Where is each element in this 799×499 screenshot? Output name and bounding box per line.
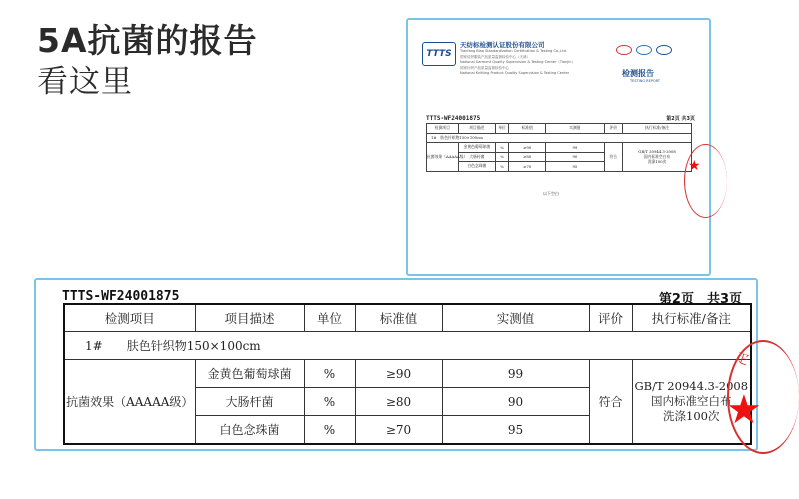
- stamp-star-icon: ★: [726, 387, 762, 433]
- table-cell: 金黄色葡萄球菌: [195, 360, 304, 388]
- thumb-cell: %: [495, 162, 508, 172]
- thumb-std-line: 国内标准空白布: [643, 154, 671, 160]
- headline-line1: 5A抗菌的报告: [37, 21, 258, 60]
- table-cell: ≥70: [355, 416, 442, 445]
- detail-results-table: [63, 303, 752, 445]
- thumb-sample-row: [427, 133, 692, 143]
- item-cell: 抗菌效果（AAAAA级）: [64, 360, 195, 445]
- thumb-cell: 白色念珠菌: [458, 162, 495, 172]
- table-cell: 白色念珠菌: [195, 416, 304, 445]
- standard-line: 洗涤100次: [663, 409, 720, 423]
- thumb-cell: 99: [546, 143, 604, 153]
- thumb-results-table: [426, 123, 692, 172]
- thumb-cell: 95: [546, 162, 604, 172]
- report-thumbnail[interactable]: [406, 18, 711, 276]
- table-cell: ≥90: [355, 360, 442, 388]
- detail-report-no: TTTS-WF24001875: [62, 289, 180, 304]
- thumb-eval-cell: 符合: [604, 143, 623, 172]
- thumb-header-cell: 执行标准/备注: [623, 124, 692, 134]
- thumb-sample-desc: 肤色针织物150×100cm: [440, 134, 483, 140]
- thumb-std-line: GB/T 20944.3-2008: [638, 149, 676, 155]
- header-cell: 检测项目: [64, 304, 195, 332]
- thumb-std-line: 洗涤100次: [647, 159, 667, 165]
- table-cell: %: [304, 416, 355, 445]
- thumb-cell: ≥70: [509, 162, 546, 172]
- thumb-cell: 90: [546, 152, 604, 162]
- table-cell: 95: [442, 416, 589, 445]
- company-line: National Knitting Product Quality Supervision & Testing Center: [460, 71, 570, 75]
- thumb-header-cell: 项目描述: [458, 124, 495, 134]
- thumb-header-cell: 评价: [604, 124, 623, 134]
- table-cell: 大肠杆菌: [195, 388, 304, 416]
- headline-line2: 看这里: [37, 64, 133, 100]
- header-cell: 评价: [589, 304, 632, 332]
- report-title: 检测报告: [622, 69, 654, 78]
- sample-desc: 肤色针织物150×100cm: [126, 339, 261, 353]
- cnas-mark-icon: [636, 45, 652, 55]
- company-name: 天纺标检测认证股份有限公司: [460, 41, 545, 49]
- thumb-cell: 金黄色葡萄球菌: [458, 143, 495, 153]
- cma-mark-icon: [616, 45, 632, 55]
- header-cell: 单位: [304, 304, 355, 332]
- table-cell: %: [304, 388, 355, 416]
- standard-line: GB/T 20944.3-2008: [634, 379, 749, 393]
- detail-page-info: 第2页 共3页: [658, 292, 742, 307]
- evaluation-cell: 符合: [589, 360, 632, 445]
- header-cell: 执行标准/备注: [632, 304, 751, 332]
- stamp-text: 疋: [733, 350, 751, 369]
- table-cell: %: [304, 360, 355, 388]
- sample-no: 1#: [85, 339, 103, 353]
- thumb-header-cell: 实测值: [546, 124, 604, 134]
- ttts-logo-icon: TTTS: [422, 42, 456, 66]
- standard-line: 国内标准空白布: [651, 394, 732, 408]
- company-line: 国家纺织服装产品质量监督检验中心（天津）: [460, 55, 530, 59]
- report-detail-zoom[interactable]: [34, 278, 762, 451]
- thumb-cell: %: [495, 152, 508, 162]
- table-cell: 99: [442, 360, 589, 388]
- headline: [37, 22, 258, 101]
- thumb-sample-no: 1#: [431, 134, 437, 140]
- thumb-cell: ≥90: [509, 143, 546, 153]
- thumb-report-no: TTTS-WF24001875: [426, 115, 481, 122]
- thumb-item-cell: 抗菌效果（AAAAA级）: [427, 143, 459, 172]
- table-cell: 90: [442, 388, 589, 416]
- header-cell: 实测值: [442, 304, 589, 332]
- company-line: National Garment Quality Supervision & Testing Center（Tianjin）: [460, 60, 575, 64]
- report-title-en: TESTING REPORT: [630, 79, 661, 83]
- thumb-header-cell: 单位: [495, 124, 508, 134]
- company-line: 国家针织产品质量监督检验中心: [460, 66, 509, 70]
- table-cell: ≥80: [355, 388, 442, 416]
- ilac-mark-icon: [656, 45, 672, 55]
- thumb-std-cell: [623, 143, 692, 172]
- sample-row: [64, 332, 751, 360]
- thumb-cell: ≥80: [509, 152, 546, 162]
- thumb-cell: %: [495, 143, 508, 153]
- stamp-icon: [684, 144, 727, 218]
- certification-marks: [616, 45, 672, 55]
- header-cell: 标准值: [355, 304, 442, 332]
- company-line: Tianfang Biao Standardization Certification & Testing Co.,Ltd.: [460, 49, 567, 53]
- thumb-header-cell: 标准值: [509, 124, 546, 134]
- star-icon: ★: [688, 158, 701, 174]
- thumb-cell: 大肠杆菌: [458, 152, 495, 162]
- thumb-footer-note: 以下空白: [543, 191, 559, 196]
- thumb-header-cell: 检测项目: [427, 124, 459, 134]
- thumb-page-info: 第2页 共3页: [666, 116, 695, 122]
- header-cell: 项目描述: [195, 304, 304, 332]
